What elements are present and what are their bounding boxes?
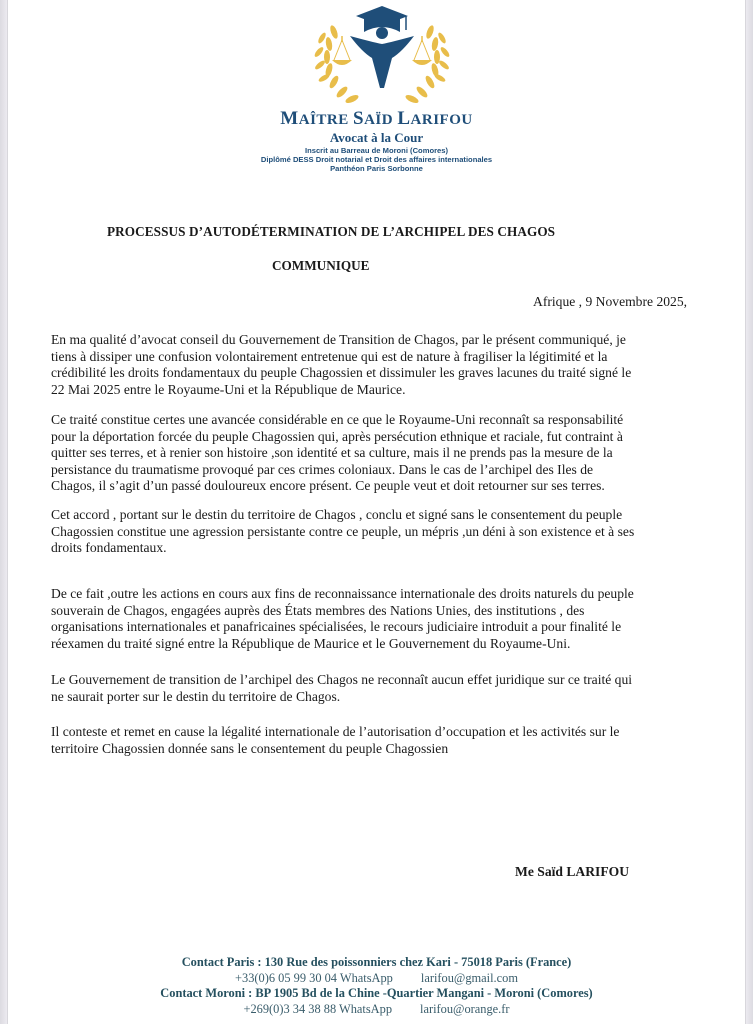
lawyer-name: MAÎTRE SAÏD LARIFOU — [280, 108, 473, 129]
diploma-line: Diplômé DESS Droit notarial et Droit des affaires internationales — [260, 155, 493, 164]
dateline: Afrique , 9 Novembre 2025, — [533, 294, 688, 309]
paris-email-link[interactable]: larifou@gmail.com — [420, 971, 518, 985]
bar-registration: Inscrit au Barreau de Moroni (Comores) — [304, 146, 449, 155]
graduate-figure-icon — [350, 6, 414, 88]
paris-contact — [7, 971, 746, 986]
moroni-email-link[interactable]: larifou@orange.fr — [420, 1002, 510, 1016]
signature: Me Saïd LARIFOU — [515, 864, 630, 879]
paris-address: Contact Paris : 130 Rue des poissonniers chez Kari - 75018 Paris (France) — [181, 955, 572, 969]
paragraph: Ce traité constitue certes une avancée considérable en ce que le Royaume-Uni reconnaît sa responsabilité pour la déportation forcée du peuple Chagossien qui, après persécution ethnique et raciale, fut contraint à quitter ses terres, et à renier son histoire ,son identité et sa culture, mais il ne prends pas la mesure de la persistance du traumatisme provoqué par ces crimes coloniaux. Dans le cas de l’archipel des Iles de Chagos, il s’agit d’un passé douloureux encore présent. Ce peuple veut et doit retourner sur ses terres. — [51, 412, 624, 494]
document-title: PROCESSUS D’AUTODÉTERMINATION DE L’ARCHIPEL DES CHAGOS — [107, 224, 556, 239]
laurel-left-icon — [313, 24, 359, 104]
document-page — [7, 0, 746, 1024]
page-edge-left — [0, 0, 7, 1024]
moroni-phone: +269(0)3 34 38 88 WhatsApp — [243, 1002, 393, 1016]
laurel-right-icon — [404, 24, 450, 104]
document-subtitle: COMMUNIQUE — [272, 258, 370, 273]
paragraph: Il conteste et remet en cause la légalité internationale de l’autorisation d’occupation et les activités sur le territoire Chagossien donnée sans le consentement du peuple Chagossien — [51, 724, 620, 756]
paris-phone: +33(0)6 05 99 30 04 WhatsApp — [235, 971, 393, 985]
paragraph: De ce fait ,outre les actions en cours aux fins de reconnaissance internationale des droits naturels du peuple souverain de Chagos, engagées auprès des États membres des Nations Unies, des institutions , des organisations internationales et panafricaines spécialisées, le recours judiciaire introduit a pour finalité le réexamen du traité signé entre la République de Maurice et le Gouvernement du Royaume-Uni. — [51, 586, 634, 651]
university-line: Panthéon Paris Sorbonne — [330, 164, 423, 173]
paragraph: Le Gouvernement de transition de l’archipel des Chagos ne reconnaît aucun effet juridique sur ce traité qui ne saurait porter sur le destin du territoire de Chagos. — [51, 672, 633, 704]
page-edge-right — [746, 0, 753, 1024]
paragraph: En ma qualité d’avocat conseil du Gouvernement de Transition de Chagos, par le présent communiqué, je tiens à dissiper une confusion volontairement entretenue qui est de nature à fragiliser la légitimité et la crédibilité les droits fondamentaux du peuple Chagossien et dissimuler les graves lacunes du traité signé le 22 Mai 2025 entre le Royaume-Uni et la République de Maurice. — [51, 332, 632, 397]
lawyer-title: Avocat à la Cour — [329, 130, 424, 145]
moroni-address: Contact Moroni : BP 1905 Bd de la Chine -Quartier Mangani - Moroni (Comores) — [160, 986, 593, 1000]
law-firm-logo-icon — [312, 2, 452, 108]
moroni-contact — [7, 1002, 746, 1017]
paragraph: Cet accord , portant sur le destin du territoire de Chagos , conclu et signé sans le consentement du peuple Chagossien constitue une agression persistante contre ce peuple, un mépris ,un déni à son existence et à ses droits fondamentaux. — [51, 507, 635, 556]
